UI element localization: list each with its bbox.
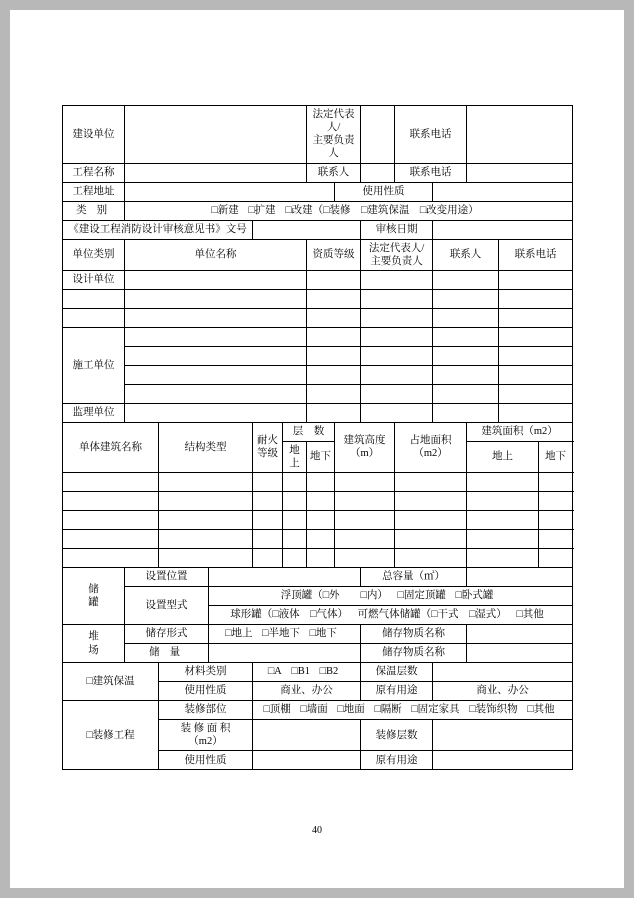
value-construction-legal-1[interactable] (361, 327, 433, 346)
value-design-legal-rep-3[interactable] (361, 308, 433, 327)
value-supervision-name[interactable] (125, 403, 307, 422)
category-options[interactable] (125, 201, 573, 220)
label-tank-line1: 储 (88, 583, 99, 595)
label-contact-phone-2: 联系电话 (395, 163, 467, 182)
value-project-name[interactable] (125, 163, 307, 182)
table-row (63, 289, 573, 308)
table-row (63, 201, 573, 220)
cell-building-name-2[interactable] (63, 492, 159, 511)
table-row (63, 701, 573, 720)
value-construction-qual-1[interactable] (307, 327, 361, 346)
cell-floors-below-5[interactable] (307, 549, 335, 568)
table-row (63, 625, 573, 644)
page-number: 40 (312, 825, 322, 836)
cell-area-below-2[interactable] (539, 492, 573, 511)
value-total-capacity[interactable] (467, 568, 573, 587)
label-yard-line2: 场 (88, 644, 99, 656)
value-construction-phone-1[interactable] (499, 327, 573, 346)
cell-structure-4[interactable] (159, 530, 253, 549)
option-semi-underground[interactable]: □半地下 (262, 628, 300, 640)
cell-building-name-3[interactable] (63, 511, 159, 530)
material-category-options[interactable] (253, 663, 361, 682)
set-type-options-line2[interactable] (209, 606, 573, 625)
cell-building-name-4[interactable] (63, 530, 159, 549)
header-site-area (395, 422, 467, 472)
cell-site-area-5[interactable] (395, 549, 467, 568)
value-construction-qual-2[interactable] (307, 346, 361, 365)
value-set-position[interactable] (209, 568, 361, 587)
cell-building-name-5[interactable] (63, 549, 159, 568)
cell-height-4[interactable] (335, 530, 395, 549)
value-construction-contact-2[interactable] (433, 346, 499, 365)
value-contact-phone[interactable] (467, 106, 573, 164)
label-decoration-project[interactable]: □装修工程 (63, 701, 159, 770)
label-legal-rep (307, 106, 361, 164)
cell-height-2[interactable] (335, 492, 395, 511)
cell-floors-above-2[interactable] (283, 492, 307, 511)
option-underground[interactable]: □地下 (309, 628, 337, 640)
value-design-contact[interactable] (433, 270, 499, 289)
cell-height-1[interactable] (335, 473, 395, 492)
header-floors: 层 数 (283, 422, 335, 441)
value-design-legal-rep[interactable] (361, 270, 433, 289)
table-row (63, 530, 573, 549)
header-unit-type: 单位类别 (63, 239, 125, 270)
label-material-category: 材料类别 (159, 663, 253, 682)
cell-site-area-1[interactable] (395, 473, 467, 492)
value-construction-contact-4[interactable] (433, 384, 499, 403)
table-row (63, 663, 573, 682)
header-fire-rating-line1: 耐火 (257, 435, 278, 447)
value-construction-name-1[interactable] (125, 327, 307, 346)
label-storage-qty: 储 量 (125, 644, 209, 663)
table-row (63, 270, 573, 289)
value-use-nature-2[interactable]: 商业、办公 (253, 682, 361, 701)
label-insulation-floors: 保温层数 (361, 663, 433, 682)
value-construction-phone-2[interactable] (499, 346, 573, 365)
value-construction-legal-2[interactable] (361, 346, 433, 365)
header-floors-above: 地上 (283, 441, 307, 472)
value-design-phone-2[interactable] (499, 289, 573, 308)
storage-form-options[interactable] (209, 625, 361, 644)
value-construction-unit[interactable] (125, 106, 307, 164)
cell-fire-rating-3[interactable] (253, 511, 283, 530)
value-construction-qual-3[interactable] (307, 365, 361, 384)
header-building-height-line2: （m） (349, 448, 380, 460)
option-horizontal-tank[interactable]: □卧式罐 (455, 590, 494, 602)
value-decoration-floors[interactable] (433, 720, 573, 751)
value-use-nature[interactable] (433, 182, 573, 201)
option-floating-roof-tank[interactable]: 浮顶罐（□外 □内） (280, 590, 388, 602)
label-set-type: 设置型式 (125, 587, 209, 625)
value-insulation-floors[interactable] (433, 663, 573, 682)
label-building-insulation[interactable]: □建筑保温 (63, 663, 159, 701)
header-building-height-line1: 建筑高度 (343, 435, 386, 447)
decoration-part-options[interactable] (253, 701, 573, 720)
table-row (63, 511, 573, 530)
cell-building-name-1[interactable] (63, 473, 159, 492)
label-legal-rep-line2: 主要负责人 (312, 135, 355, 160)
option-decorative-fabric[interactable]: □装饰织物 (469, 704, 518, 716)
value-review-date[interactable] (433, 220, 573, 239)
value-decoration-area[interactable] (253, 720, 361, 751)
value-construction-legal-3[interactable] (361, 365, 433, 384)
value-design-contact-3[interactable] (433, 308, 499, 327)
cell-site-area-4[interactable] (395, 530, 467, 549)
header-building-height (335, 422, 395, 472)
value-construction-qual-4[interactable] (307, 384, 361, 403)
label-set-position: 设置位置 (125, 568, 209, 587)
label-construction-unit: 建设单位 (63, 106, 125, 164)
cell-area-above-3[interactable] (467, 511, 539, 530)
header-structure-type: 结构类型 (159, 422, 253, 472)
option-rebuild[interactable]: □改建（□装修 □建筑保温 □改变用途） (285, 204, 479, 216)
label-original-use-3: 原有用途 (361, 751, 433, 770)
table-row (63, 492, 573, 511)
cell-fire-rating-5[interactable] (253, 549, 283, 568)
header-legal-rep-line1: 法定代表人/ (368, 242, 425, 254)
value-doc-number[interactable] (253, 220, 361, 239)
cell-area-below-1[interactable] (539, 473, 573, 492)
header-contact-person: 联系人 (433, 239, 499, 270)
table-row (63, 549, 573, 568)
label-decoration-part: 装修部位 (159, 701, 253, 720)
label-stored-material-name-2: 储存物质名称 (361, 644, 467, 663)
cell-area-below-4[interactable] (539, 530, 573, 549)
value-construction-name-4[interactable] (125, 384, 307, 403)
table-row (63, 182, 573, 201)
header-fire-rating-line2: 等级 (257, 448, 278, 460)
option-new-build[interactable]: □新建 (211, 204, 239, 216)
label-storage-form: 储存形式 (125, 625, 209, 644)
option-material-a[interactable]: □A (267, 666, 282, 678)
label-design-unit: 设计单位 (63, 270, 125, 289)
header-unit-name: 单位名称 (125, 239, 307, 270)
label-use-nature: 使用性质 (335, 182, 433, 201)
value-original-use[interactable]: 商业、办公 (433, 682, 573, 701)
table-row (63, 473, 573, 492)
option-floor[interactable]: □地面 (337, 704, 365, 716)
value-stored-material-name-2[interactable] (467, 644, 573, 663)
header-legal-rep (361, 239, 433, 270)
value-design-phone-3[interactable] (499, 308, 573, 327)
header-area-above: 地上 (467, 441, 539, 472)
option-material-b2[interactable]: □B2 (319, 666, 339, 678)
cell-structure-2[interactable] (159, 492, 253, 511)
option-partition[interactable]: □隔断 (374, 704, 402, 716)
value-supervision-qual[interactable] (307, 403, 361, 422)
cell-floors-above-1[interactable] (283, 473, 307, 492)
header-fire-rating (253, 422, 283, 472)
label-total-capacity: 总容量（㎡） (361, 568, 467, 587)
value-design-legal-rep-2[interactable] (361, 289, 433, 308)
table-row (63, 220, 573, 239)
label-tank-group (63, 568, 125, 625)
label-use-nature-3: 使用性质 (159, 751, 253, 770)
table-row (63, 327, 573, 346)
value-construction-phone-4[interactable] (499, 384, 573, 403)
cell-floors-below-3[interactable] (307, 511, 335, 530)
option-ceiling[interactable]: □顶棚 (263, 704, 291, 716)
cell-floors-below-4[interactable] (307, 530, 335, 549)
header-floors-below: 地下 (307, 441, 335, 472)
label-project-address: 工程地址 (63, 182, 125, 201)
table-row (63, 163, 573, 182)
table-row (63, 384, 573, 403)
value-use-nature-3[interactable] (253, 751, 361, 770)
header-legal-rep-line2: 主要负责人 (370, 255, 423, 267)
cell-structure-3[interactable] (159, 511, 253, 530)
label-original-use: 原有用途 (361, 682, 433, 701)
form-table (62, 105, 573, 770)
cell-area-above-5[interactable] (467, 549, 539, 568)
cell-area-above-2[interactable] (467, 492, 539, 511)
value-supervision-legal[interactable] (361, 403, 433, 422)
option-wall[interactable]: □墙面 (300, 704, 328, 716)
value-design-unit-name-3[interactable] (125, 308, 307, 327)
option-material-b1[interactable]: □B1 (291, 666, 310, 678)
header-single-building-name: 单体建筑名称 (63, 422, 159, 472)
label-supervision-unit: 监理单位 (63, 403, 125, 422)
cell-floors-above-3[interactable] (283, 511, 307, 530)
cell-area-above-1[interactable] (467, 473, 539, 492)
cell-area-below-5[interactable] (539, 549, 573, 568)
header-building-area: 建筑面积（m2） (467, 422, 573, 441)
value-design-qualification-2[interactable] (307, 289, 361, 308)
value-design-unit-name-2[interactable] (125, 289, 307, 308)
table-row (63, 587, 573, 606)
table-row (63, 308, 573, 327)
value-legal-rep[interactable] (361, 106, 395, 164)
value-design-contact-2[interactable] (433, 289, 499, 308)
value-original-use-3[interactable] (433, 751, 573, 770)
label-legal-rep-line1: 法定代表人/ (312, 109, 355, 134)
label-tank-line2: 罐 (88, 597, 99, 608)
option-fixed-furniture[interactable]: □固定家具 (411, 704, 460, 716)
cell-site-area-3[interactable] (395, 511, 467, 530)
label-design-unit-extra-2[interactable] (63, 308, 125, 327)
header-site-area-line1: 占地面积 (409, 435, 452, 447)
value-construction-name-2[interactable] (125, 346, 307, 365)
value-construction-phone-3[interactable] (499, 365, 573, 384)
label-construction-company: 施工单位 (63, 327, 125, 403)
cell-site-area-2[interactable] (395, 492, 467, 511)
label-use-nature-2: 使用性质 (159, 682, 253, 701)
value-design-qualification[interactable] (307, 270, 361, 289)
value-construction-legal-4[interactable] (361, 384, 433, 403)
value-stored-material-name[interactable] (467, 625, 573, 644)
label-contact-phone: 联系电话 (395, 106, 467, 164)
value-supervision-phone[interactable] (499, 403, 573, 422)
option-extension[interactable]: □扩建 (248, 204, 276, 216)
option-other-decoration[interactable]: □其他 (527, 704, 555, 716)
value-project-address[interactable] (125, 182, 335, 201)
header-site-area-line2: （m2） (413, 448, 448, 460)
table-row (63, 106, 573, 164)
cell-structure-1[interactable] (159, 473, 253, 492)
label-yard-group (63, 625, 125, 663)
table-row (63, 239, 573, 270)
label-review-date: 审核日期 (361, 220, 433, 239)
label-decoration-area (159, 720, 253, 751)
header-contact-phone: 联系电话 (499, 239, 573, 270)
set-type-options-line1[interactable] (209, 587, 573, 606)
header-area-below: 地下 (539, 441, 573, 472)
table-row (63, 422, 573, 441)
cell-height-3[interactable] (335, 511, 395, 530)
cell-area-below-3[interactable] (539, 511, 573, 530)
table-row (63, 644, 573, 663)
option-above-ground[interactable]: □地上 (225, 628, 253, 640)
value-supervision-contact[interactable] (433, 403, 499, 422)
cell-fire-rating-4[interactable] (253, 530, 283, 549)
value-design-unit-name[interactable] (125, 270, 307, 289)
fire-inspection-form (62, 105, 572, 770)
value-design-qualification-3[interactable] (307, 308, 361, 327)
value-contact-person[interactable] (361, 163, 395, 182)
label-design-unit-extra[interactable] (63, 289, 125, 308)
option-gas-tank[interactable]: 可燃气体储罐（□干式 □湿式） (357, 609, 507, 621)
value-storage-qty[interactable] (209, 644, 361, 663)
cell-fire-rating-1[interactable] (253, 473, 283, 492)
label-yard-line1: 堆 (88, 631, 99, 643)
table-row (63, 365, 573, 384)
value-construction-contact-1[interactable] (433, 327, 499, 346)
option-fixed-roof-tank[interactable]: □固定顶罐 (397, 590, 446, 602)
table-row (63, 346, 573, 365)
label-decoration-area-line1: 装 修 面 积 (180, 723, 231, 734)
value-design-phone[interactable] (499, 270, 573, 289)
label-doc-number: 《建设工程消防设计审核意见书》文号 (63, 220, 253, 239)
table-row (63, 403, 573, 422)
cell-height-5[interactable] (335, 549, 395, 568)
cell-floors-below-2[interactable] (307, 492, 335, 511)
label-decoration-area-line2: （m2） (188, 736, 223, 748)
cell-area-above-4[interactable] (467, 530, 539, 549)
cell-floors-above-4[interactable] (283, 530, 307, 549)
option-other-tank[interactable]: □其他 (516, 609, 544, 621)
label-stored-material-name: 储存物质名称 (361, 625, 467, 644)
value-construction-contact-3[interactable] (433, 365, 499, 384)
cell-floors-above-5[interactable] (283, 549, 307, 568)
table-row (63, 568, 573, 587)
document-page (10, 10, 624, 888)
header-qualification: 资质等级 (307, 239, 361, 270)
cell-structure-5[interactable] (159, 549, 253, 568)
label-project-name: 工程名称 (63, 163, 125, 182)
label-category: 类 别 (63, 201, 125, 220)
cell-fire-rating-2[interactable] (253, 492, 283, 511)
label-contact-person: 联系人 (307, 163, 361, 182)
option-spherical-tank[interactable]: 球形罐（□液体 □气体） (230, 609, 348, 621)
cell-floors-below-1[interactable] (307, 473, 335, 492)
label-decoration-floors: 装修层数 (361, 720, 433, 751)
value-contact-phone-2[interactable] (467, 163, 573, 182)
value-construction-name-3[interactable] (125, 365, 307, 384)
